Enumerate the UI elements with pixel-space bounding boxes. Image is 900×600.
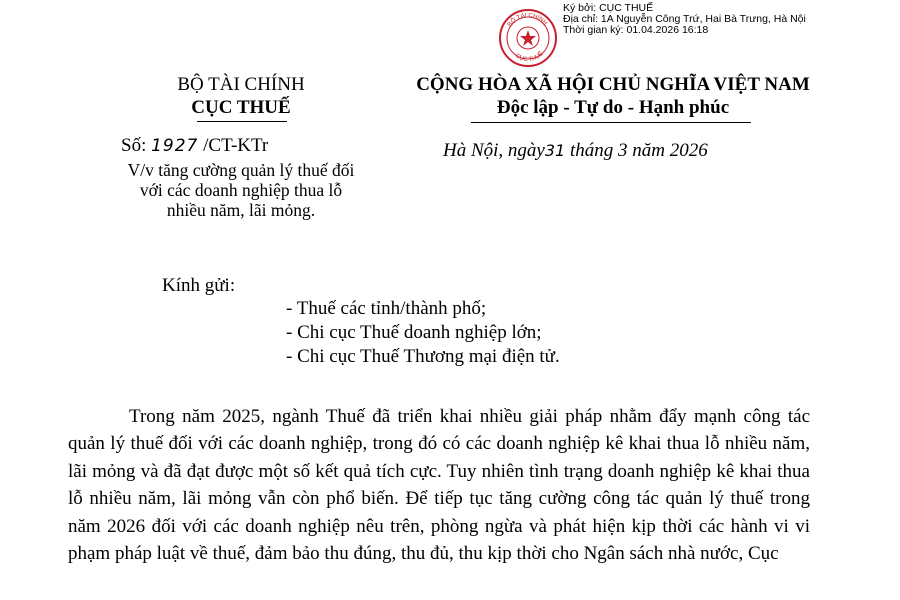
place-prefix: Hà Nội, ngày bbox=[443, 140, 545, 161]
place-date bbox=[443, 140, 708, 162]
signed-time: Thời gian ký: 01.04.2026 16:18 bbox=[563, 24, 709, 36]
subject-line: với các doanh nghiệp thua lỗ bbox=[139, 180, 343, 200]
department-name: CỤC THUẾ bbox=[191, 97, 291, 118]
seal-text-top: BỘ TÀI CHÍNH bbox=[507, 12, 548, 28]
svg-text:CỤC THUẾ bbox=[514, 50, 545, 63]
department-underline bbox=[197, 121, 287, 122]
country-name: CỘNG HÒA XÃ HỘI CHỦ NGHĨA VIỆT NAM bbox=[416, 74, 810, 95]
national-motto: Độc lập - Tự do - Hạnh phúc bbox=[496, 97, 730, 118]
ministry-name: BỘ TÀI CHÍNH bbox=[177, 74, 305, 95]
date-day: 31 bbox=[544, 141, 566, 160]
recipient-item: - Chi cục Thuế Thương mại điện tử. bbox=[286, 346, 560, 367]
subject-line: nhiều năm, lãi mỏng. bbox=[166, 200, 316, 220]
document-subject bbox=[103, 160, 379, 220]
signer-address: Địa chỉ: 1A Nguyễn Công Trứ, Hai Bà Trưng, Hà Nội bbox=[563, 13, 806, 25]
document-number-prefix: Số: bbox=[121, 135, 147, 156]
document-number bbox=[121, 135, 268, 157]
recipient-item: - Thuế các tỉnh/thành phố; bbox=[286, 298, 487, 319]
document-number-suffix: /CT-KTr bbox=[203, 135, 269, 156]
official-seal-icon bbox=[498, 8, 558, 68]
recipient-item: - Chi cục Thuế doanh nghiệp lớn; bbox=[286, 322, 542, 343]
signed-by: Ký bởi: CỤC THUẾ bbox=[563, 2, 654, 14]
place-suffix: tháng 3 năm 2026 bbox=[569, 140, 708, 161]
greeting-label: Kính gửi: bbox=[162, 275, 236, 296]
subject-line: V/v tăng cường quản lý thuế đối bbox=[127, 160, 355, 180]
motto-underline bbox=[471, 122, 751, 123]
document-number-value: 1927 bbox=[151, 136, 199, 156]
body-paragraph: Trong năm 2025, ngành Thuế đã triển khai nhiều giải pháp nhằm đẩy mạnh công tác quản lý thuế đối với các doanh nghiệp, trong đó có các doanh nghiệp kê khai thua lỗ nhiều năm, lãi mỏng và đã đạt được một số kết quả tích cực. Tuy nhiên tình trạng doanh nghiệp kê khai thua lỗ nhiều năm, lãi mỏng vẫn còn phổ biến. Để tiếp tục tăng cường công tác quản lý thuế trong năm 2026 đối với các doanh nghiệp nêu trên, phòng ngừa và phát hiện kịp thời các hành vi vi phạm pháp luật về thuế, đảm bảo thu đúng, thu đủ, thu kịp thời cho Ngân sách nhà nước, Cục bbox=[68, 406, 810, 565]
seal-text-bottom: CỤC THUẾ bbox=[514, 51, 545, 64]
